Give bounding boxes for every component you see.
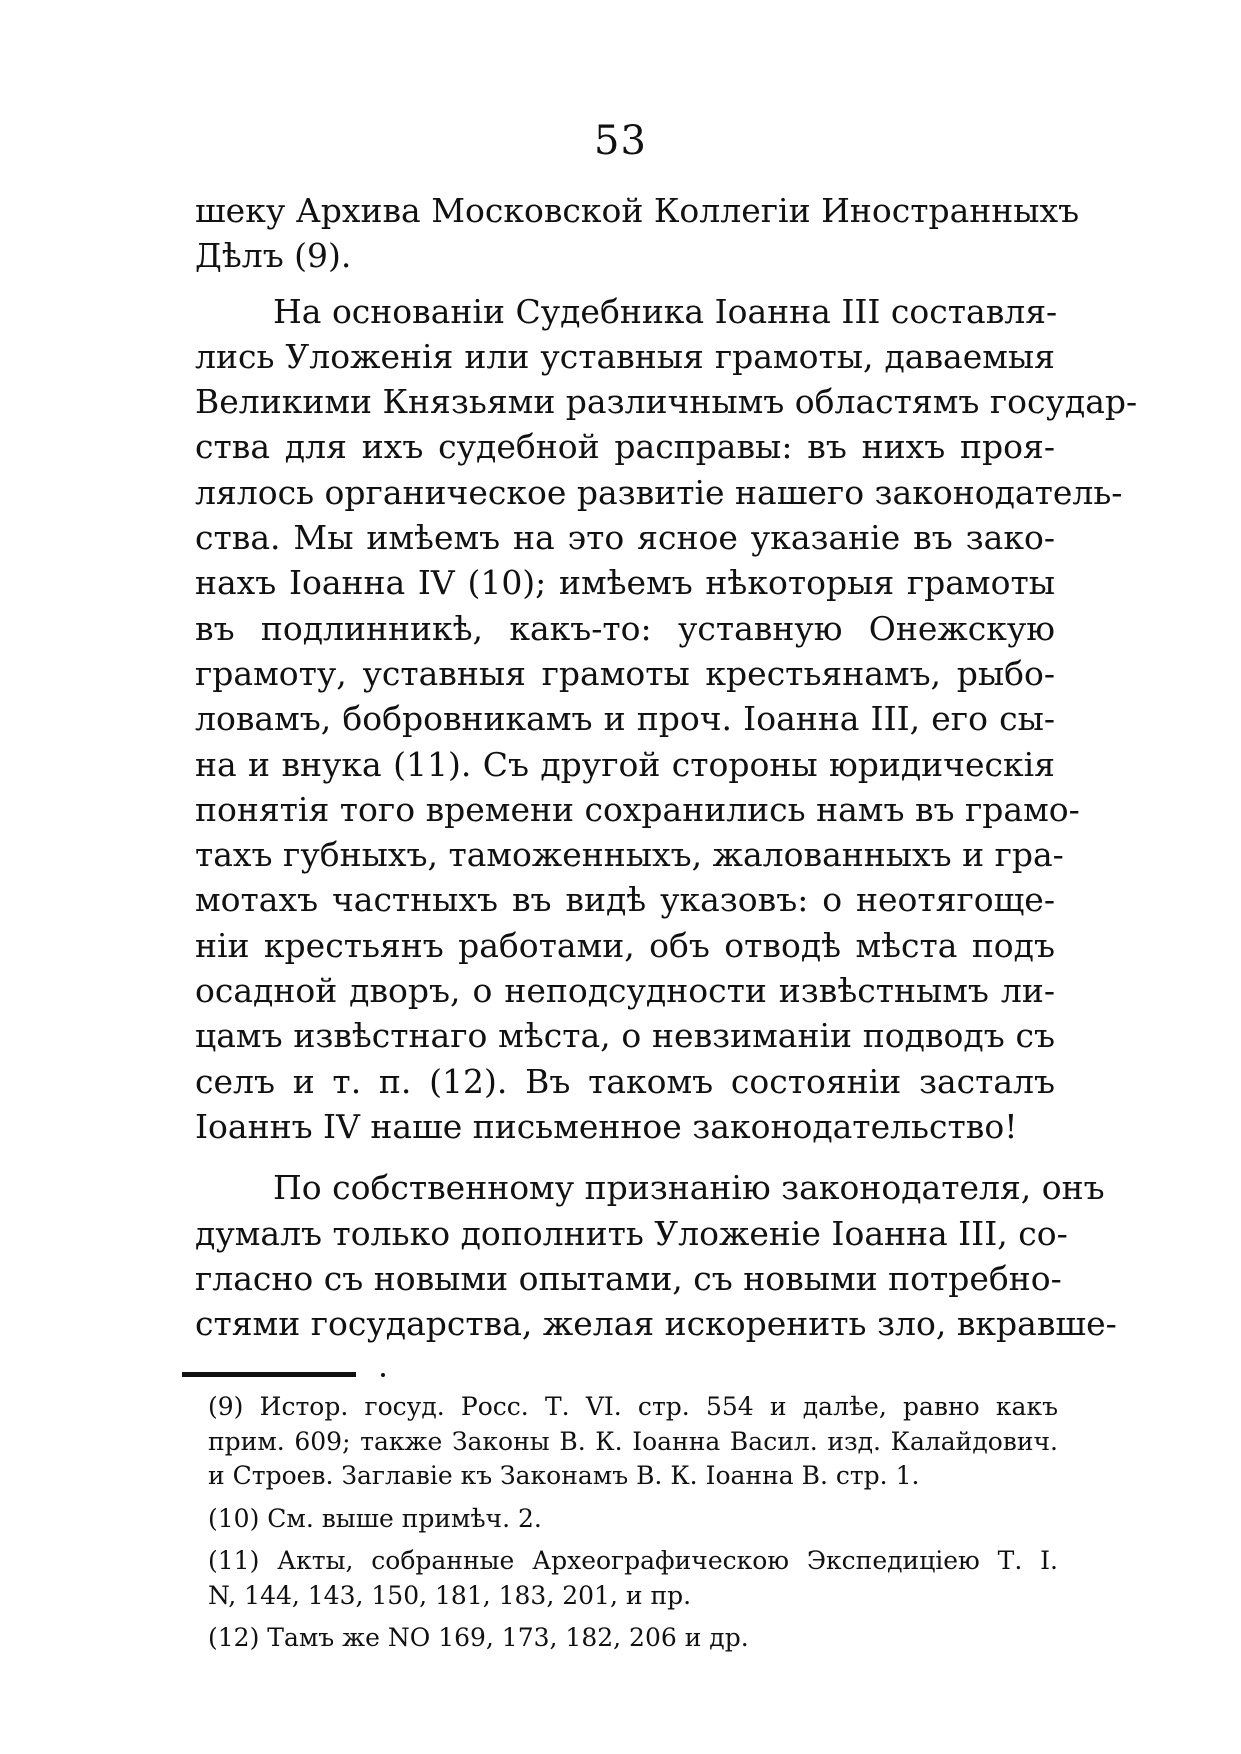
footnote-line: N, 144, 143, 150, 181, 183, 201, и пр.	[208, 1580, 692, 1610]
text-line: шеку Архива Московской Коллегіи Иностранныхъ	[195, 191, 1080, 230]
text-line: Дѣлъ (9).	[195, 236, 352, 276]
footnote	[208, 1544, 1058, 1613]
body-text	[195, 188, 1138, 1346]
text-line: На основаніи Судебника Іоанна III составля-	[273, 291, 1058, 331]
text-line: лялось органическое развитіе нашего законодатель-	[195, 472, 1123, 512]
text-line: грамоту, уставныя грамоты крестьянамъ, рыбо-	[195, 653, 1055, 693]
text-line: ловамъ, бобровникамъ и проч. Іоанна III, его сы-	[195, 699, 1055, 739]
text-line: нахъ Іоанна IV (10); имѣемъ нѣкоторыя грамоты	[195, 563, 1055, 603]
footnote-line: прим. 609; также Законы В. К. Іоанна Васил. изд. Калайдович.	[208, 1426, 1058, 1456]
text-line: лись Уложенія или уставныя грамоты, даваемыя	[195, 336, 1055, 376]
text-line: Іоаннъ IV наше письменное законодательство!	[195, 1106, 1018, 1146]
text-line: Великими Князьями различнымъ областямъ государ-	[195, 382, 1138, 422]
text-line: ства. Мы имѣемъ на это ясное указаніе въ зако-	[195, 518, 1055, 558]
footnote-rule	[182, 1372, 356, 1377]
text-line: думалъ только дополнить Уложеніе Іоанна III, со-	[195, 1213, 1068, 1253]
text-line: понятія того времени сохранились намъ въ грамо-	[195, 789, 1080, 829]
paragraph	[195, 289, 1138, 1150]
text-line: цамъ извѣстнаго мѣста, о невзиманіи подводъ съ	[195, 1016, 1055, 1056]
text-line: осадной дворъ, о неподсудности извѣстнымъ ли-	[195, 971, 1055, 1011]
footnote	[208, 1502, 1058, 1537]
text-line: ніи крестьянъ работами, объ отводѣ мѣста подъ	[195, 925, 1055, 965]
footnotes	[208, 1390, 1058, 1656]
text-line: селъ и т. п. (12). Въ такомъ состояніи засталъ	[195, 1061, 1055, 1101]
footnote-line: (9) Истор. госуд. Росс. Т. VI. стр. 554 и далѣе, равно какъ	[208, 1392, 1058, 1421]
text-line: на и внука (11). Съ другой стороны юридическія	[195, 744, 1055, 784]
footnote-line: (10) См. выше примѣч. 2.	[208, 1503, 542, 1533]
footnote-rule-dot	[381, 1373, 385, 1377]
footnote	[208, 1621, 1058, 1656]
text-line: тахъ губныхъ, таможенныхъ, жалованныхъ и гра-	[195, 835, 1064, 875]
footnote-line: и Строев. Заглавіе къ Законамъ В. К. Іоанна В. стр. 1.	[208, 1461, 920, 1490]
footnote-line: (11) Акты, собранные Археографическою Экспедиціею Т. I.	[208, 1546, 1058, 1575]
footnote	[208, 1390, 1058, 1494]
footnote-line: (12) Тамъ же NO 169, 173, 182, 206 и др.	[208, 1623, 749, 1652]
text-line: стями государства, желая искоренить зло, вкравше-	[195, 1304, 1117, 1344]
paragraph	[195, 1165, 1117, 1346]
text-line: ства для ихъ судебной расправы: въ нихъ проя-	[195, 427, 1055, 467]
text-line: По собственному признанію законодателя, онъ	[273, 1168, 1105, 1208]
text-line: въ подлинникѣ, какъ-то: уставную Онежскую	[195, 608, 1055, 648]
page-number: 53	[594, 118, 647, 164]
paragraph	[195, 188, 1080, 279]
text-line: мотахъ частныхъ въ видѣ указовъ: о неотягоще-	[195, 880, 1055, 920]
text-line: гласно съ новыми опытами, съ новыми потребно-	[195, 1258, 1062, 1298]
